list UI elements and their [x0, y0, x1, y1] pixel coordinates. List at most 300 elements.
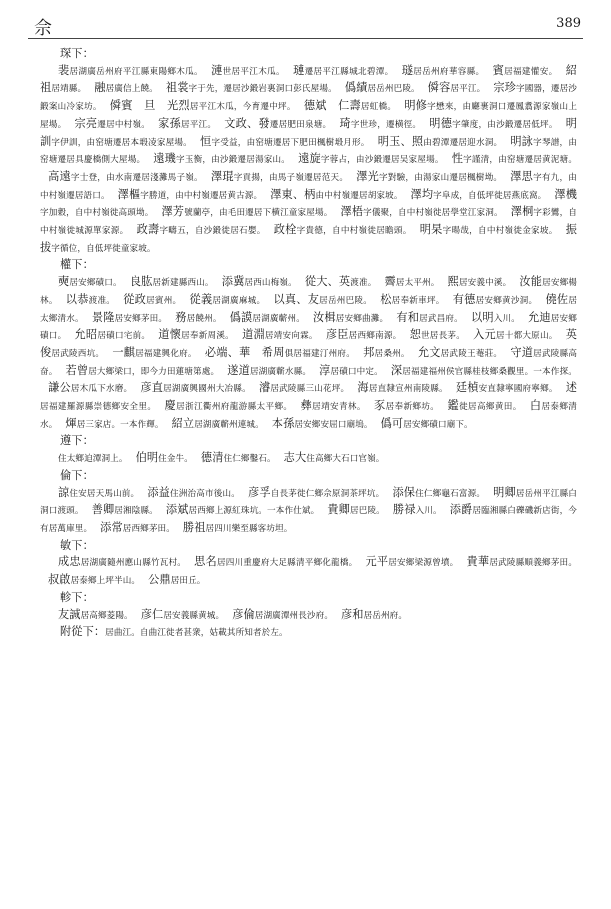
- person-name: 僞可: [380, 416, 404, 430]
- genealogy-entry: [58, 555, 187, 569]
- residence-note: 居安鄉曲灘。: [335, 313, 389, 324]
- residence-note: 居湖廣蘄州。: [252, 313, 305, 324]
- person-name: 添斌: [165, 503, 189, 517]
- residence-note: 安直隸寧國府寧鄉。: [478, 384, 558, 395]
- genealogy-entry: [273, 223, 412, 237]
- person-name: 遠旋: [298, 152, 321, 166]
- person-name: 澤樞: [117, 187, 141, 201]
- residence-note: 居靖安青林。: [312, 402, 366, 413]
- person-name: 璉: [292, 63, 305, 77]
- person-name: 裴: [58, 63, 70, 77]
- residence-note: 居武陵縣高奋。: [40, 348, 578, 377]
- person-name: 深: [390, 363, 403, 377]
- section: [40, 538, 577, 590]
- residence-note: 居木瓜下水磨。: [70, 384, 133, 395]
- residence-note: 居磧口宅前。: [97, 331, 151, 342]
- genealogy-entry: [210, 63, 285, 77]
- genealogy-entry: [325, 328, 402, 342]
- section-entries: [40, 450, 577, 468]
- genealogy-entry: [175, 310, 222, 324]
- genealogy-entry: [58, 454, 128, 464]
- person-name: 廷楨: [455, 381, 479, 395]
- residence-note: 渡准。: [350, 278, 377, 289]
- genealogy-entry: [165, 503, 320, 517]
- person-name: 伯明: [135, 451, 159, 465]
- genealogy-entry: [292, 63, 394, 77]
- section-heading: 琛下：: [60, 47, 94, 60]
- person-name: 彦直: [140, 381, 164, 395]
- person-name: 祖裳: [165, 81, 189, 95]
- genealogy-entry: [199, 134, 370, 148]
- person-name: 賓: [492, 63, 505, 77]
- residence-note: 字貴德，自中村嶺徙居瞻頭。: [296, 226, 412, 237]
- genealogy-entry: [232, 607, 334, 621]
- genealogy-entry: [204, 345, 356, 359]
- genealogy-entry: [91, 503, 158, 517]
- residence-note: 字懋來，由廳裹洞口遷鳳翥源家嶺山上屋場。: [40, 102, 578, 130]
- person-name: 霽: [384, 275, 396, 289]
- person-name: 有和: [396, 310, 420, 324]
- genealogy-entry: [117, 187, 263, 201]
- genealogy-entry: [409, 328, 466, 342]
- person-name: 添保: [392, 485, 416, 499]
- genealogy-entry: [341, 607, 408, 621]
- genealogy-entry: [429, 116, 558, 130]
- person-name: 若曾: [65, 363, 89, 377]
- residence-note: 居安鄉磧口。: [69, 278, 122, 289]
- genealogy-entry: [94, 81, 158, 95]
- residence-note: 居饒州。: [186, 313, 222, 324]
- genealogy-entry: [58, 275, 122, 289]
- person-name: 澤思: [510, 169, 534, 183]
- residence-note: 居賓州。: [146, 295, 182, 306]
- residence-note: 居泰鄉上坪半山。: [70, 576, 141, 587]
- person-name: 明詠: [510, 134, 534, 148]
- person-name: 彝: [300, 399, 313, 413]
- residence-note: 居西鄉茅田。: [122, 523, 175, 534]
- genealogy-entry: [344, 81, 420, 95]
- person-name: 從大、英: [304, 275, 351, 289]
- person-name: 僞績: [344, 81, 368, 95]
- residence-note: 字彩鸞，自中村嶺徙城源單家源。: [40, 208, 577, 237]
- genealogy-entry: [258, 381, 350, 395]
- person-name: 澤機: [554, 187, 577, 201]
- residence-note: 居西鄉上源紅珠坑。一本作仕斌。: [188, 506, 320, 517]
- person-name: 明杲: [419, 223, 443, 237]
- person-name: 友誠: [58, 607, 81, 621]
- person-name: 熙: [447, 275, 459, 289]
- genealogy-entry: [455, 381, 558, 395]
- person-name: 彦和: [341, 607, 364, 621]
- genealogy-entry: [470, 310, 520, 324]
- person-name: 宗亮: [74, 116, 98, 130]
- person-name: 僥佐: [545, 292, 569, 306]
- section-heading: 敏下：: [60, 538, 94, 552]
- residence-note: 字于先，遷居沙鍛岩裏洞口彭氏屋場。: [188, 84, 337, 95]
- person-name: 彦臣: [325, 328, 349, 342]
- genealogy-entry: [48, 169, 203, 183]
- genealogy-entry: [273, 292, 373, 306]
- residence-note: 居四川重慶府大足縣清平鄉化龍橋。: [216, 558, 358, 569]
- residence-note: 居武陵西坑。: [51, 348, 105, 359]
- section-heading: 權下：: [60, 258, 94, 272]
- residence-note: 居虹橋。: [360, 102, 397, 113]
- person-name: 遂道: [227, 363, 250, 377]
- person-name: 澤均: [410, 187, 434, 201]
- person-name: 慶: [164, 399, 177, 413]
- residence-note: 居安鄉安屈口廟塢。: [294, 419, 373, 430]
- genealogy-entry: [140, 607, 225, 621]
- residence-note: 居安鄉磧口。: [40, 313, 577, 342]
- residence-note: 居西鄉南源。: [348, 331, 402, 342]
- residence-note: 俱居福建汀州府。: [284, 348, 356, 359]
- residence-note: 居湖廣潭州長沙府。: [254, 610, 334, 621]
- residence-note: 由碧潭遷居迎水洞。: [423, 137, 503, 148]
- genealogy-entry: [164, 399, 293, 413]
- person-name: 善卿: [91, 503, 115, 517]
- section: [40, 257, 577, 433]
- genealogy-entry: [356, 169, 503, 183]
- genealogy-entry: [112, 345, 197, 359]
- genealogy-entry: [224, 116, 332, 130]
- genealogy-entry: [384, 275, 440, 289]
- genealogy-entry: [182, 520, 293, 534]
- residence-note: 居武陵王菴莊。: [440, 348, 503, 359]
- residence-note: 居奉新車坪。: [391, 295, 445, 306]
- genealogy-entry: [492, 63, 558, 77]
- person-name: 道淵: [241, 328, 265, 342]
- person-name: 必端、華 希周: [204, 345, 285, 359]
- residence-note: 住仁鄉鑿石。: [223, 454, 276, 465]
- person-name: 宗珍: [493, 81, 516, 95]
- genealogy-entry: [357, 381, 448, 395]
- genealogy-entry: [123, 292, 182, 306]
- residence-note: 字循位，自低坪徙童家坡。: [51, 243, 156, 254]
- residence-note: 字玉衡，由沙鍛遷居湯家山。: [176, 155, 291, 166]
- residence-note: 字對驗，由湯家山遷居楓樹坳。: [379, 172, 503, 183]
- genealogy-entry: [417, 345, 503, 359]
- genealogy-entry: [58, 607, 133, 621]
- section-entries: [40, 274, 577, 433]
- residence-note: 字國器，遷居沙鍛案山冷家坊。: [40, 84, 577, 113]
- genealogy-entry: [300, 399, 366, 413]
- person-name: 允昭: [74, 328, 98, 342]
- residence-note: 自長茅徙仁鄉佘原洞茶坪坑。: [270, 488, 385, 499]
- residence-note: 居臨湘縣白礫磯新店街，今有居萬庫里。: [40, 506, 577, 534]
- genealogy-entry: [74, 116, 151, 130]
- genealogy-entry: [65, 363, 220, 377]
- section: [40, 46, 577, 257]
- residence-note: 居廣信上饒。: [105, 84, 158, 95]
- residence-note: 字有九，由中村嶺遷居語口。: [40, 172, 577, 201]
- genealogy-entry: [65, 416, 164, 430]
- genealogy-entry: [229, 310, 305, 324]
- residence-note: 住高鄉大石口官嶺。: [306, 454, 385, 465]
- person-name: 奭: [58, 275, 70, 289]
- residence-note: 渡准。: [88, 295, 116, 306]
- person-name: 豕: [373, 399, 386, 413]
- page-header: [28, 14, 583, 39]
- residence-note: 居直隸宣州南陵縣。: [368, 384, 448, 395]
- residence-note: 由中村嶺遷居胡家坡。: [315, 190, 403, 201]
- residence-note: 居湘陰縣。: [114, 506, 158, 517]
- genealogy-entry: [392, 503, 442, 517]
- residence-note: 字蓉占，由沙鍛遷居吴家屋場。: [320, 155, 444, 166]
- residence-note: 居四川樂至縣客坊坦。: [205, 523, 293, 534]
- person-name: 澤琨: [210, 169, 234, 183]
- residence-note: 居岳州府華容縣。: [413, 66, 485, 77]
- person-name: 勝祖: [182, 520, 206, 534]
- residence-note: 居湖廣岳州府平江縣東陽鄉木瓜。: [69, 66, 203, 77]
- residence-note: 居安義縣黄城。: [163, 610, 225, 621]
- person-name: 務: [175, 310, 187, 324]
- person-name: 允文: [417, 345, 441, 359]
- residence-note: 居桑州。: [374, 348, 410, 359]
- person-name: 明德: [429, 116, 453, 130]
- residence-note: 居浙江衢州府龍游縣太平鄉。: [176, 402, 293, 413]
- genealogy-entry: [165, 81, 337, 95]
- genealogy-entry: [65, 292, 116, 306]
- genealogy-entry: [100, 520, 175, 534]
- residence-note: 居岳州平江縣白洞口渡頭。: [40, 488, 577, 517]
- person-name: 璲: [401, 63, 414, 77]
- residence-note: 住仁鄉龜石富源。: [415, 488, 486, 499]
- genealogy-entry: [241, 328, 318, 342]
- genealogy-entry: [304, 275, 377, 289]
- genealogy-entry: [158, 116, 217, 130]
- section: [40, 433, 577, 467]
- genealogy-entry: [380, 416, 473, 430]
- residence-note: 居武昌府。: [419, 313, 463, 324]
- residence-note: 居曲江。自曲江徙者甚衆，姑載其所知者於左。: [105, 628, 288, 639]
- residence-note: 住洲治高市後山。: [170, 488, 240, 499]
- genealogy-entry: [466, 555, 578, 569]
- person-name: 彦孚: [247, 485, 271, 499]
- person-name: 汝能: [519, 275, 543, 289]
- genealogy-entry: [158, 328, 234, 342]
- residence-note: 字士登，由水南遷居淺灘馬子嶺。: [70, 172, 203, 183]
- genealogy-entry: [271, 416, 373, 430]
- person-name: 煇: [65, 416, 77, 430]
- person-name: 振拔: [40, 223, 577, 254]
- person-name: 英俊: [40, 328, 578, 359]
- section: [40, 624, 577, 642]
- residence-note: 居岳州巴陵。: [367, 84, 420, 95]
- residence-note: 字肇度，由沙鍛遷居低坪。: [452, 119, 558, 130]
- chapter-title: 佘: [34, 18, 52, 39]
- person-name: 僢賓 旦 光烈: [109, 99, 190, 113]
- person-name: 澤東、柄: [270, 187, 316, 201]
- residence-note: 字加穀，自中村嶺徙高頭坳。: [40, 208, 154, 219]
- residence-note: 居湖廣隨州應山縣竹瓦村。: [80, 558, 187, 569]
- residence-note: 遷居平江縣城北碧潭。: [304, 66, 394, 77]
- person-name: 恒: [199, 134, 212, 148]
- person-name: 公鼎: [148, 573, 171, 587]
- person-name: 添爵: [449, 503, 473, 517]
- residence-note: 遷居肥田泉塘。: [269, 119, 332, 130]
- person-name: 貴卿: [327, 503, 350, 517]
- person-name: 澤梧: [340, 205, 364, 219]
- genealogy-entry: [396, 310, 463, 324]
- person-name: 恕: [409, 328, 421, 342]
- genealogy-entry: [377, 134, 503, 148]
- section-line: [60, 624, 577, 642]
- page-number: 389: [556, 16, 581, 31]
- section-entries: [40, 63, 577, 258]
- residence-note: 居大鄉梁口，即今力田蓮塘第處。: [88, 366, 220, 377]
- residence-note: 居安鄉梁源曾墳。: [388, 558, 459, 569]
- residence-note: 字貢揚，由馬子嶺遷居范天。: [233, 172, 349, 183]
- genealogy-entry: [339, 116, 422, 130]
- residence-note: 字伊訓，由窑塘遷居本塅凌家屋場。: [51, 137, 192, 148]
- residence-note: 居湖廣蘄州連城。: [194, 419, 264, 430]
- section-entries: [40, 607, 577, 625]
- genealogy-entry: [451, 152, 578, 166]
- residence-note: 居湖廣蘄水縣。: [249, 366, 312, 377]
- person-name: 明訓: [40, 116, 578, 148]
- person-name: 以真、友: [273, 292, 320, 306]
- person-name: 添冀: [221, 275, 245, 289]
- residence-note: 居靖安向霖。: [264, 331, 318, 342]
- residence-note: 居安鄉茅田。: [114, 313, 168, 324]
- genealogy-entry: [373, 399, 440, 413]
- person-name: 貴華: [466, 555, 490, 569]
- residence-note: 徙居高鄉黄田。: [459, 402, 522, 413]
- residence-note: 住金牛。: [158, 454, 193, 465]
- person-name: 文政、發: [224, 116, 270, 130]
- genealogy-entry: [135, 451, 193, 465]
- header-rule: [28, 38, 583, 39]
- genealogy-entry: [58, 485, 140, 499]
- person-name: 遠璣: [153, 152, 177, 166]
- residence-note: 字儀聚，自中村嶺徙居學堂江家洞。: [363, 208, 503, 219]
- person-name: 德斌 仁壽: [303, 99, 361, 113]
- section: [40, 468, 577, 538]
- residence-note: 字疇五，自沙鍛徙居石嬰。: [159, 226, 266, 237]
- genealogy-entry: [189, 292, 266, 306]
- genealogy-entry: [447, 399, 522, 413]
- person-name: 入元: [473, 328, 496, 342]
- person-name: 澤桐: [510, 205, 534, 219]
- section-heading: 遵下：: [60, 434, 94, 448]
- person-name: 明玉、照: [377, 134, 424, 148]
- residence-note: 居岳州府。: [363, 610, 408, 621]
- genealogy-entry: [148, 573, 206, 587]
- genealogy-entry: [136, 223, 266, 237]
- residence-note: 居平江。: [450, 84, 486, 95]
- person-name: 以恭: [65, 292, 89, 306]
- section-heading: 軫下：: [60, 590, 94, 604]
- person-name: 添常: [100, 520, 123, 534]
- residence-note: 居三家店。一本作輝。: [76, 419, 164, 430]
- residence-note: 居福建福州侯官縣桂枝鄉桑觀里。一本作探。: [402, 366, 577, 377]
- genealogy-entry: [270, 187, 403, 201]
- residence-note: 遷居中村嶺。: [97, 119, 151, 130]
- residence-note: 居太鄉清水。: [40, 295, 578, 324]
- person-name: 性: [451, 152, 464, 166]
- person-name: 僞謨: [229, 310, 253, 324]
- person-name: 彦倫: [232, 607, 255, 621]
- genealogy-entry: [48, 381, 133, 395]
- residence-note: 居十都大原山。: [495, 331, 558, 342]
- genealogy-entry: [109, 99, 296, 113]
- genealogy-entry: [161, 205, 333, 219]
- section-entries: [40, 554, 577, 589]
- person-name: 白: [529, 399, 542, 413]
- genealogy-entry: [200, 451, 276, 465]
- residence-note: 居安義中溪。: [458, 278, 512, 289]
- genealogy-entry: [312, 310, 389, 324]
- residence-note: 居磧口中定。: [330, 366, 383, 377]
- genealogy-entry: [303, 99, 397, 113]
- person-name: 澤芳: [161, 205, 185, 219]
- residence-note: 住太鄉迫潭洞上。: [58, 454, 128, 465]
- person-name: 本孫: [271, 416, 295, 430]
- genealogy-entry: [91, 310, 168, 324]
- person-name: 思名: [194, 555, 217, 569]
- person-name: 明卿: [493, 485, 516, 499]
- person-name: 僢容: [427, 81, 451, 95]
- genealogy-entry: [247, 485, 385, 499]
- person-name: 海: [357, 381, 369, 395]
- genealogy-entry: [48, 573, 141, 587]
- person-name: 明修: [404, 99, 428, 113]
- residence-note: 居湖廣麻城。: [212, 295, 266, 306]
- residence-note: 居靖縣。: [51, 84, 87, 95]
- person-name: 彦仁: [140, 607, 164, 621]
- genealogy-entry: [153, 152, 291, 166]
- section-entries: [40, 485, 577, 538]
- genealogy-entry: [105, 628, 288, 638]
- genealogy-entry: [58, 63, 203, 77]
- residence-note: 字受益，由窑塘遷居下肥田楓樹塅月形。: [211, 137, 370, 148]
- person-name: 叔啟: [48, 573, 71, 587]
- genealogy-entry: [227, 363, 312, 377]
- residence-note: 居安鄉黄沙洞。: [475, 295, 538, 306]
- residence-note: 居平江。: [180, 119, 217, 130]
- residence-note: 居福建興化府。: [135, 348, 197, 359]
- person-name: 家孫: [158, 116, 181, 130]
- genealogy-entry: [427, 81, 486, 95]
- residence-note: 居巴陵。: [350, 506, 385, 517]
- genealogy-entry: [221, 275, 297, 289]
- residence-note: 號蘭亭，由毛田遷居下横江童家屋場。: [184, 208, 333, 219]
- genealogy-entry: [319, 363, 383, 377]
- residence-note: 字世珍，遷横徑。: [350, 119, 422, 130]
- person-name: 一麒: [112, 345, 136, 359]
- genealogy-entry: [210, 169, 349, 183]
- person-name: 從政: [123, 292, 147, 306]
- person-name: 澤光: [356, 169, 380, 183]
- person-name: 諒: [58, 485, 70, 499]
- person-name: 政栓: [273, 223, 297, 237]
- genealogy-entry: [171, 416, 264, 430]
- person-name: 志大: [283, 451, 307, 465]
- person-name: 融: [94, 81, 106, 95]
- residence-note: 字謹清，由窑塘遷居黄泥塘。: [463, 155, 578, 166]
- residence-note: 居太平州。: [395, 278, 440, 289]
- residence-note: 居田丘。: [170, 576, 206, 587]
- person-name: 守道: [510, 345, 534, 359]
- genealogy-entry: [390, 363, 577, 377]
- genealogy-entry: [410, 187, 547, 201]
- person-name: 道懷: [158, 328, 182, 342]
- genealogy-entry: [392, 485, 486, 499]
- genealogy-entry: [401, 63, 485, 77]
- person-name: 以明: [470, 310, 494, 324]
- person-name: 漣: [210, 63, 223, 77]
- person-name: 德清: [200, 451, 224, 465]
